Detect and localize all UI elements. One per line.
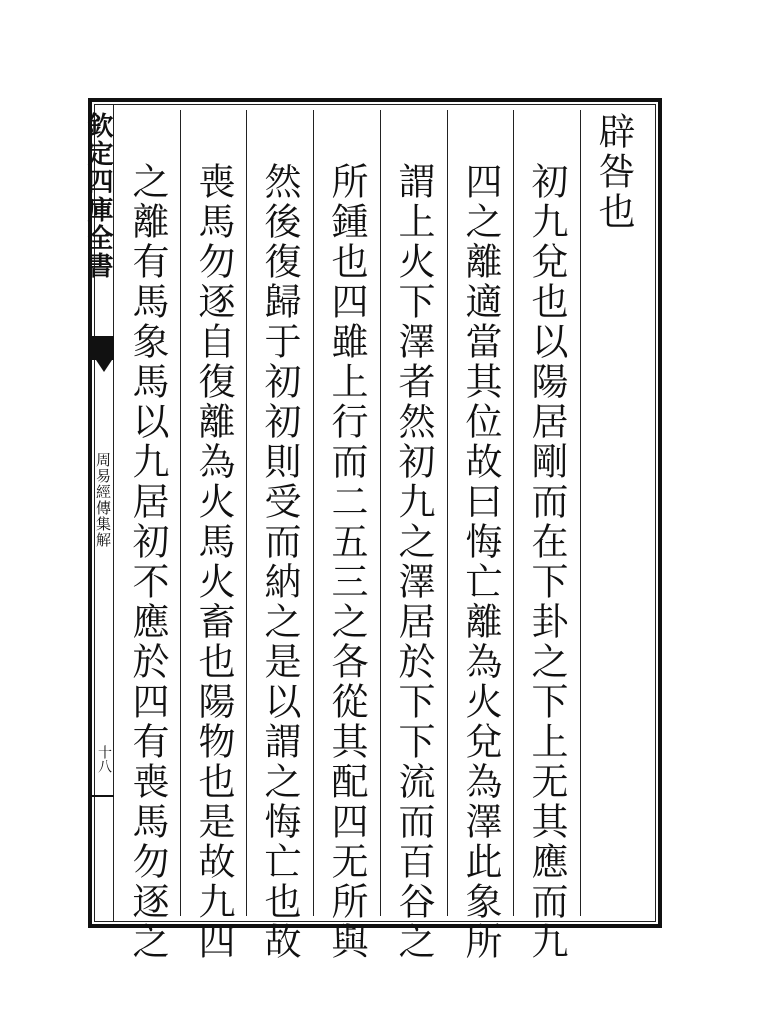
column-rule (580, 110, 581, 916)
column-rule (513, 110, 514, 916)
column-rule (380, 110, 381, 916)
column-rule (246, 110, 247, 916)
column-rule (180, 110, 181, 916)
column-rule (313, 110, 314, 916)
margin-collection-title: 欽定四庫全書 (83, 112, 113, 280)
margin-page-rule (92, 795, 114, 797)
text-column: 謂上火下澤者然初九之澤居於下下流而百谷之 (392, 162, 435, 962)
text-column: 初九兌也以陽居剛而在下卦之下上无其應而九 (525, 162, 568, 962)
column-rule (447, 110, 448, 916)
text-column: 喪馬勿逐自復離為火馬火畜也陽物也是故九四 (192, 162, 235, 962)
fish-tail-mark-icon (92, 336, 114, 360)
margin-page-number: 十八 (96, 745, 112, 773)
text-column: 辟咎也 (592, 112, 635, 232)
margin-book-title: 周易經傳集解 (94, 452, 112, 548)
text-column: 四之離適當其位故曰悔亡離為火兌為澤此象所 (459, 162, 502, 962)
page-frame-inner (94, 104, 656, 922)
text-column: 所鍾也四雖上行而二五三之各從其配四无所與 (325, 162, 368, 962)
text-column: 然後復歸于初初則受而納之是以謂之悔亡也故 (258, 162, 301, 962)
text-column: 之離有馬象馬以九居初不應於四有喪馬勿逐之 (126, 162, 169, 962)
